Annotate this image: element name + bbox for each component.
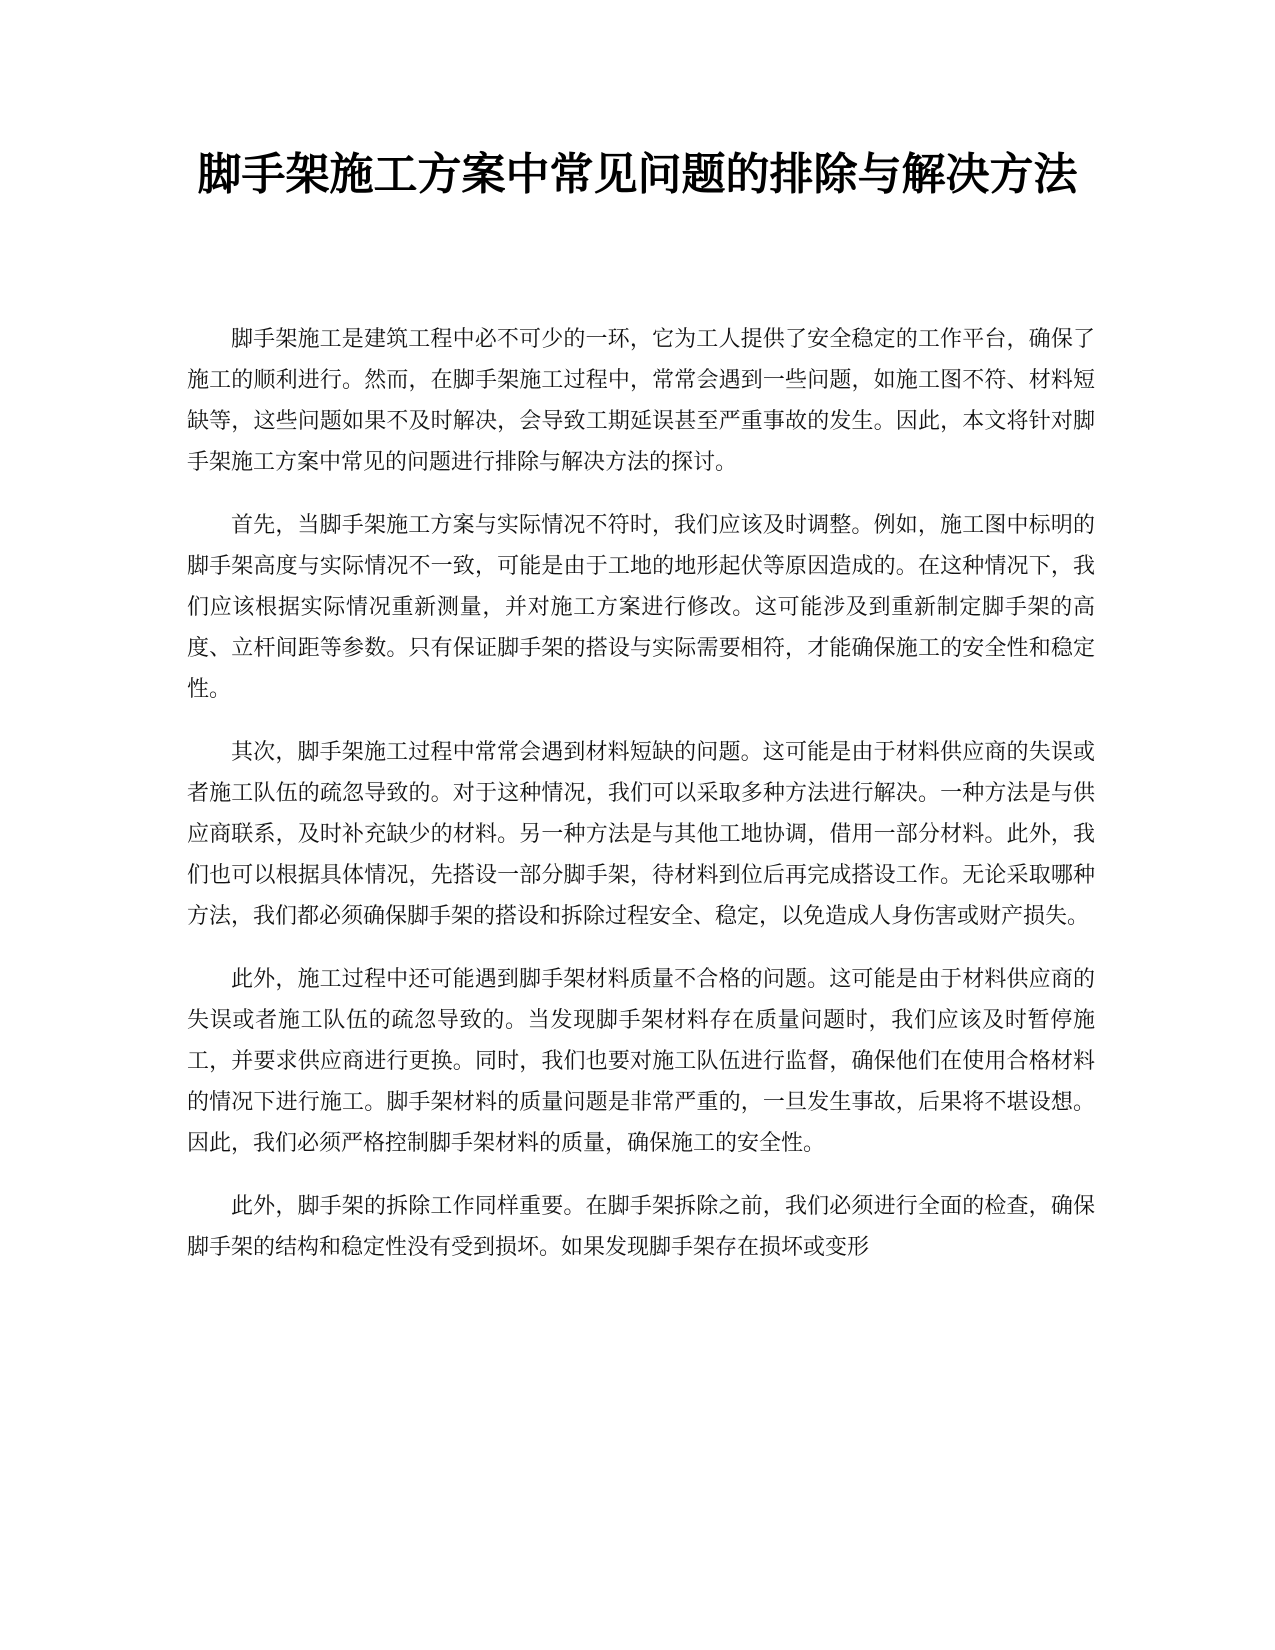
document-title: 脚手架施工方案中常见问题的排除与解决方法 [197, 149, 1078, 200]
paragraph-dismantling: 此外，脚手架的拆除工作同样重要。在脚手架拆除之前，我们必须进行全面的检查，确保脚手架的结构和稳定性没有受到损坏。如果发现脚手架存在损坏或变形 [187, 1194, 1095, 1260]
paragraph-material-shortage: 其次，脚手架施工过程中常常会遇到材料短缺的问题。这可能是由于材料供应商的失误或者施工队伍的疏忽导致的。对于这种情况，我们可以采取多种方法进行解决。一种方法是与供应商联系，及时补充缺少的材料。另一种方法是与其他工地协调，借用一部分材料。此外，我们也可以根据具体情况，先搭设一部分脚手架，待材料到位后再完成搭设工作。无论采取哪种方法，我们都必须确保脚手架的搭设和拆除过程安全、稳定，以免造成人身伤害或财产损失。 [187, 740, 1095, 929]
paragraph-intro: 脚手架施工是建筑工程中必不可少的一环，它为工人提供了安全稳定的工作平台，确保了施工的顺利进行。然而，在脚手架施工过程中，常常会遇到一些问题，如施工图不符、材料短缺等，这些问题如果不及时解决，会导致工期延误甚至严重事故的发生。因此，本文将针对脚手架施工方案中常见的问题进行排除与解决方法的探讨。 [187, 327, 1095, 475]
paragraph-plan-mismatch: 首先，当脚手架施工方案与实际情况不符时，我们应该及时调整。例如，施工图中标明的脚手架高度与实际情况不一致，可能是由于工地的地形起伏等原因造成的。在这种情况下，我们应该根据实际情况重新测量，并对施工方案进行修改。这可能涉及到重新制定脚手架的高度、立杆间距等参数。只有保证脚手架的搭设与实际需要相符，才能确保施工的安全性和稳定性。 [187, 513, 1095, 702]
paragraph-material-quality: 此外，施工过程中还可能遇到脚手架材料质量不合格的问题。这可能是由于材料供应商的失误或者施工队伍的疏忽导致的。当发现脚手架材料存在质量问题时，我们应该及时暂停施工，并要求供应商进行更换。同时，我们也要对施工队伍进行监督，确保他们在使用合格材料的情况下进行施工。脚手架材料的质量问题是非常严重的，一旦发生事故，后果将不堪设想。因此，我们必须严格控制脚手架材料的质量，确保施工的安全性。 [187, 967, 1095, 1156]
document-body [187, 319, 1095, 1290]
